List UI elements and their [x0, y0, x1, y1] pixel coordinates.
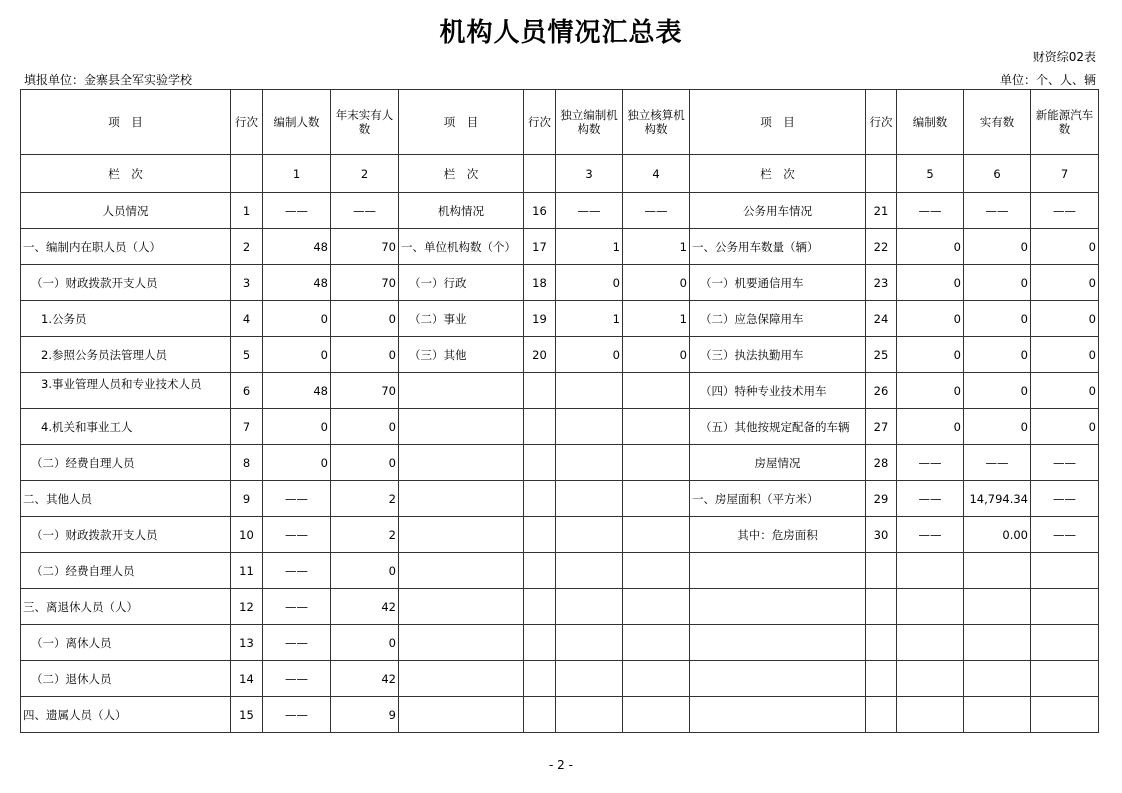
- fill-unit: 填报单位：金寨县全军实验学校: [24, 73, 193, 87]
- item-b: [399, 589, 524, 625]
- year-end-actual-cell: 42: [331, 661, 399, 697]
- summary-table: [20, 89, 1099, 733]
- row-no-a: 12: [231, 589, 263, 625]
- item-c: 其中：危房面积: [690, 517, 866, 553]
- table-row: [21, 481, 1099, 517]
- table-row: [21, 553, 1099, 589]
- independent-accounting-cell: 1: [623, 301, 690, 337]
- year-end-actual-cell: 0: [331, 445, 399, 481]
- actual-cell: 0: [964, 265, 1031, 301]
- row-no-c: [866, 625, 897, 661]
- actual-cell: 0: [964, 409, 1031, 445]
- header-item: 项 目: [21, 90, 231, 155]
- row-no-c: 29: [866, 481, 897, 517]
- independent-accounting-cell: [623, 625, 690, 661]
- row-no-b: 16: [524, 193, 556, 229]
- quota-cell: ——: [897, 481, 964, 517]
- item-a: （二）经费自理人员: [21, 553, 231, 589]
- independent-quota-cell: [556, 445, 623, 481]
- independent-accounting-cell: [623, 481, 690, 517]
- independent-accounting-cell: ——: [623, 193, 690, 229]
- row-no-a: 1: [231, 193, 263, 229]
- year-end-actual-cell: 0: [331, 409, 399, 445]
- row-no-a: 4: [231, 301, 263, 337]
- lanci-5: 5: [897, 155, 964, 193]
- row-no-c: 23: [866, 265, 897, 301]
- staff-quota-cell: ——: [263, 517, 331, 553]
- independent-accounting-cell: [623, 517, 690, 553]
- item-c: （四）特种专业技术用车: [690, 373, 866, 409]
- quota-cell: [897, 553, 964, 589]
- row-no-a: 9: [231, 481, 263, 517]
- header-new-energy: 新能源汽车数: [1031, 90, 1099, 155]
- item-c: （二）应急保障用车: [690, 301, 866, 337]
- quota-cell: 0: [897, 373, 964, 409]
- staff-quota-cell: 0: [263, 301, 331, 337]
- quota-cell: [897, 625, 964, 661]
- actual-cell: [964, 661, 1031, 697]
- quota-cell: 0: [897, 337, 964, 373]
- row-no-b: [524, 481, 556, 517]
- new-energy-cell: 0: [1031, 337, 1099, 373]
- independent-accounting-cell: [623, 589, 690, 625]
- new-energy-cell: 0: [1031, 301, 1099, 337]
- quota-cell: [897, 661, 964, 697]
- staff-quota-cell: ——: [263, 193, 331, 229]
- item-b: [399, 517, 524, 553]
- year-end-actual-cell: 70: [331, 229, 399, 265]
- year-end-actual-cell: 2: [331, 481, 399, 517]
- item-b: 机构情况: [399, 193, 524, 229]
- row-no-b: [524, 661, 556, 697]
- quota-cell: ——: [897, 517, 964, 553]
- lanci-6: 6: [964, 155, 1031, 193]
- row-no-c: [866, 697, 897, 733]
- independent-quota-cell: [556, 589, 623, 625]
- table-row: [21, 697, 1099, 733]
- table-row: [21, 517, 1099, 553]
- table-row: [21, 625, 1099, 661]
- new-energy-cell: ——: [1031, 517, 1099, 553]
- actual-cell: ——: [964, 445, 1031, 481]
- lanci-label: 栏 次: [21, 155, 231, 193]
- staff-quota-cell: 48: [263, 265, 331, 301]
- year-end-actual-cell: 2: [331, 517, 399, 553]
- new-energy-cell: [1031, 625, 1099, 661]
- independent-quota-cell: [556, 409, 623, 445]
- quota-cell: 0: [897, 301, 964, 337]
- item-b: [399, 409, 524, 445]
- item-a: 4.机关和事业工人: [21, 409, 231, 445]
- row-no-a: 10: [231, 517, 263, 553]
- year-end-actual-cell: 70: [331, 265, 399, 301]
- year-end-actual-cell: 70: [331, 373, 399, 409]
- independent-quota-cell: [556, 625, 623, 661]
- independent-accounting-cell: [623, 445, 690, 481]
- item-c: 一、公务用车数量（辆）: [690, 229, 866, 265]
- item-c: [690, 697, 866, 733]
- staff-quota-cell: ——: [263, 625, 331, 661]
- item-c: [690, 661, 866, 697]
- item-c: （五）其他按规定配备的车辆: [690, 409, 866, 445]
- independent-quota-cell: 1: [556, 301, 623, 337]
- staff-quota-cell: ——: [263, 481, 331, 517]
- item-b: [399, 661, 524, 697]
- header-independent-quota-orgs: 独立编制机构数: [556, 90, 623, 155]
- item-a: （二）退休人员: [21, 661, 231, 697]
- row-no-b: [524, 589, 556, 625]
- lanci-1: 1: [263, 155, 331, 193]
- page-number: - 2 -: [549, 758, 573, 772]
- header-item: 项 目: [399, 90, 524, 155]
- row-no-a: 3: [231, 265, 263, 301]
- header-quota: 编制数: [897, 90, 964, 155]
- actual-cell: 0: [964, 301, 1031, 337]
- year-end-actual-cell: 9: [331, 697, 399, 733]
- item-b: [399, 481, 524, 517]
- item-a: 一、编制内在职人员（人）: [21, 229, 231, 265]
- year-end-actual-cell: 0: [331, 301, 399, 337]
- independent-accounting-cell: 0: [623, 265, 690, 301]
- independent-accounting-cell: [623, 553, 690, 589]
- item-b: [399, 625, 524, 661]
- actual-cell: [964, 589, 1031, 625]
- row-no-b: 17: [524, 229, 556, 265]
- row-no-b: [524, 697, 556, 733]
- row-no-b: [524, 445, 556, 481]
- quota-cell: 0: [897, 409, 964, 445]
- row-no-c: 27: [866, 409, 897, 445]
- header-staff-quota: 编制人数: [263, 90, 331, 155]
- new-energy-cell: [1031, 697, 1099, 733]
- item-a: 三、离退休人员（人）: [21, 589, 231, 625]
- actual-cell: 0: [964, 337, 1031, 373]
- item-b: [399, 697, 524, 733]
- staff-quota-cell: 0: [263, 337, 331, 373]
- row-no-c: 30: [866, 517, 897, 553]
- table-row: [21, 301, 1099, 337]
- header-item: 项 目: [690, 90, 866, 155]
- actual-cell: 0.00: [964, 517, 1031, 553]
- actual-cell: [964, 553, 1031, 589]
- new-energy-cell: [1031, 553, 1099, 589]
- lanci-empty: [231, 155, 263, 193]
- quota-cell: [897, 589, 964, 625]
- staff-quota-cell: ——: [263, 553, 331, 589]
- header-actual: 实有数: [964, 90, 1031, 155]
- new-energy-cell: 0: [1031, 229, 1099, 265]
- actual-cell: ——: [964, 193, 1031, 229]
- row-no-a: 5: [231, 337, 263, 373]
- table-row: [21, 589, 1099, 625]
- lanci-7: 7: [1031, 155, 1099, 193]
- item-c: [690, 589, 866, 625]
- lanci-label: 栏 次: [690, 155, 866, 193]
- independent-quota-cell: 1: [556, 229, 623, 265]
- item-a: （一）财政拨款开支人员: [21, 517, 231, 553]
- item-b: [399, 553, 524, 589]
- row-no-c: 21: [866, 193, 897, 229]
- quota-cell: [897, 697, 964, 733]
- independent-accounting-cell: [623, 697, 690, 733]
- independent-accounting-cell: 1: [623, 229, 690, 265]
- actual-cell: 0: [964, 373, 1031, 409]
- quota-cell: 0: [897, 229, 964, 265]
- form-code: 财资综02表: [1032, 50, 1096, 64]
- independent-accounting-cell: 0: [623, 337, 690, 373]
- item-c: （三）执法执勤用车: [690, 337, 866, 373]
- row-no-c: 25: [866, 337, 897, 373]
- row-no-a: 14: [231, 661, 263, 697]
- lanci-4: 4: [623, 155, 690, 193]
- header-independent-accounting-orgs: 独立核算机构数: [623, 90, 690, 155]
- row-no-a: 15: [231, 697, 263, 733]
- actual-cell: [964, 625, 1031, 661]
- item-a: （二）经费自理人员: [21, 445, 231, 481]
- item-b: 一、单位机构数（个）: [399, 229, 524, 265]
- header-row-no: 行次: [231, 90, 263, 155]
- header-row: [21, 90, 1099, 155]
- row-no-a: 6: [231, 373, 263, 409]
- header-year-end-actual: 年末实有人数: [331, 90, 399, 155]
- year-end-actual-cell: 42: [331, 589, 399, 625]
- row-no-b: 19: [524, 301, 556, 337]
- new-energy-cell: ——: [1031, 445, 1099, 481]
- item-c: 房屋情况: [690, 445, 866, 481]
- item-b: （二）事业: [399, 301, 524, 337]
- lanci-empty: [866, 155, 897, 193]
- row-no-b: [524, 625, 556, 661]
- new-energy-cell: 0: [1031, 373, 1099, 409]
- row-no-b: [524, 517, 556, 553]
- independent-quota-cell: [556, 661, 623, 697]
- row-no-a: 7: [231, 409, 263, 445]
- row-no-a: 8: [231, 445, 263, 481]
- quota-cell: ——: [897, 193, 964, 229]
- row-no-c: [866, 661, 897, 697]
- independent-quota-cell: [556, 553, 623, 589]
- table-row: [21, 337, 1099, 373]
- staff-quota-cell: 48: [263, 373, 331, 409]
- independent-quota-cell: [556, 481, 623, 517]
- actual-cell: 0: [964, 229, 1031, 265]
- new-energy-cell: [1031, 589, 1099, 625]
- independent-quota-cell: [556, 517, 623, 553]
- year-end-actual-cell: 0: [331, 553, 399, 589]
- actual-cell: [964, 697, 1031, 733]
- new-energy-cell: 0: [1031, 409, 1099, 445]
- item-a: 3.事业管理人员和专业技术人员: [21, 373, 231, 409]
- independent-accounting-cell: [623, 661, 690, 697]
- item-a: （一）离休人员: [21, 625, 231, 661]
- new-energy-cell: ——: [1031, 193, 1099, 229]
- row-no-c: 28: [866, 445, 897, 481]
- header-row-no: 行次: [524, 90, 556, 155]
- staff-quota-cell: 0: [263, 409, 331, 445]
- item-c: 公务用车情况: [690, 193, 866, 229]
- item-c: （一）机要通信用车: [690, 265, 866, 301]
- item-b: [399, 373, 524, 409]
- new-energy-cell: [1031, 661, 1099, 697]
- year-end-actual-cell: 0: [331, 625, 399, 661]
- item-a: 四、遗属人员（人）: [21, 697, 231, 733]
- row-no-b: [524, 373, 556, 409]
- staff-quota-cell: 0: [263, 445, 331, 481]
- column-number-row: [21, 155, 1099, 193]
- item-a: 1.公务员: [21, 301, 231, 337]
- table-row: [21, 265, 1099, 301]
- independent-quota-cell: [556, 697, 623, 733]
- row-no-b: [524, 553, 556, 589]
- row-no-c: 26: [866, 373, 897, 409]
- staff-quota-cell: ——: [263, 661, 331, 697]
- staff-quota-cell: ——: [263, 589, 331, 625]
- independent-accounting-cell: [623, 373, 690, 409]
- table-row: [21, 445, 1099, 481]
- row-no-b: 18: [524, 265, 556, 301]
- table-row: [21, 373, 1099, 409]
- header-row-no: 行次: [866, 90, 897, 155]
- row-no-c: 24: [866, 301, 897, 337]
- row-no-a: 2: [231, 229, 263, 265]
- row-no-a: 13: [231, 625, 263, 661]
- staff-quota-cell: 48: [263, 229, 331, 265]
- lanci-empty: [524, 155, 556, 193]
- year-end-actual-cell: 0: [331, 337, 399, 373]
- quota-cell: ——: [897, 445, 964, 481]
- item-b: （三）其他: [399, 337, 524, 373]
- item-c: [690, 553, 866, 589]
- new-energy-cell: ——: [1031, 481, 1099, 517]
- row-no-c: [866, 589, 897, 625]
- independent-quota-cell: 0: [556, 337, 623, 373]
- quota-cell: 0: [897, 265, 964, 301]
- table-row: [21, 193, 1099, 229]
- item-a: 人员情况: [21, 193, 231, 229]
- row-no-c: [866, 553, 897, 589]
- item-b: [399, 445, 524, 481]
- independent-accounting-cell: [623, 409, 690, 445]
- unit-label: 单位：个、人、辆: [999, 73, 1096, 87]
- item-b: （一）行政: [399, 265, 524, 301]
- item-a: 2.参照公务员法管理人员: [21, 337, 231, 373]
- row-no-c: 22: [866, 229, 897, 265]
- actual-cell: 14,794.34: [964, 481, 1031, 517]
- item-a: （一）财政拨款开支人员: [21, 265, 231, 301]
- lanci-2: 2: [331, 155, 399, 193]
- row-no-a: 11: [231, 553, 263, 589]
- independent-quota-cell: 0: [556, 265, 623, 301]
- page-title: 机构人员情况汇总表: [439, 18, 683, 48]
- row-no-b: 20: [524, 337, 556, 373]
- table-row: [21, 661, 1099, 697]
- staff-quota-cell: ——: [263, 697, 331, 733]
- year-end-actual-cell: ——: [331, 193, 399, 229]
- item-c: [690, 625, 866, 661]
- independent-quota-cell: [556, 373, 623, 409]
- table-row: [21, 409, 1099, 445]
- lanci-3: 3: [556, 155, 623, 193]
- new-energy-cell: 0: [1031, 265, 1099, 301]
- independent-quota-cell: ——: [556, 193, 623, 229]
- lanci-label: 栏 次: [399, 155, 524, 193]
- item-c: 一、房屋面积（平方米）: [690, 481, 866, 517]
- table-row: [21, 229, 1099, 265]
- row-no-b: [524, 409, 556, 445]
- item-a: 二、其他人员: [21, 481, 231, 517]
